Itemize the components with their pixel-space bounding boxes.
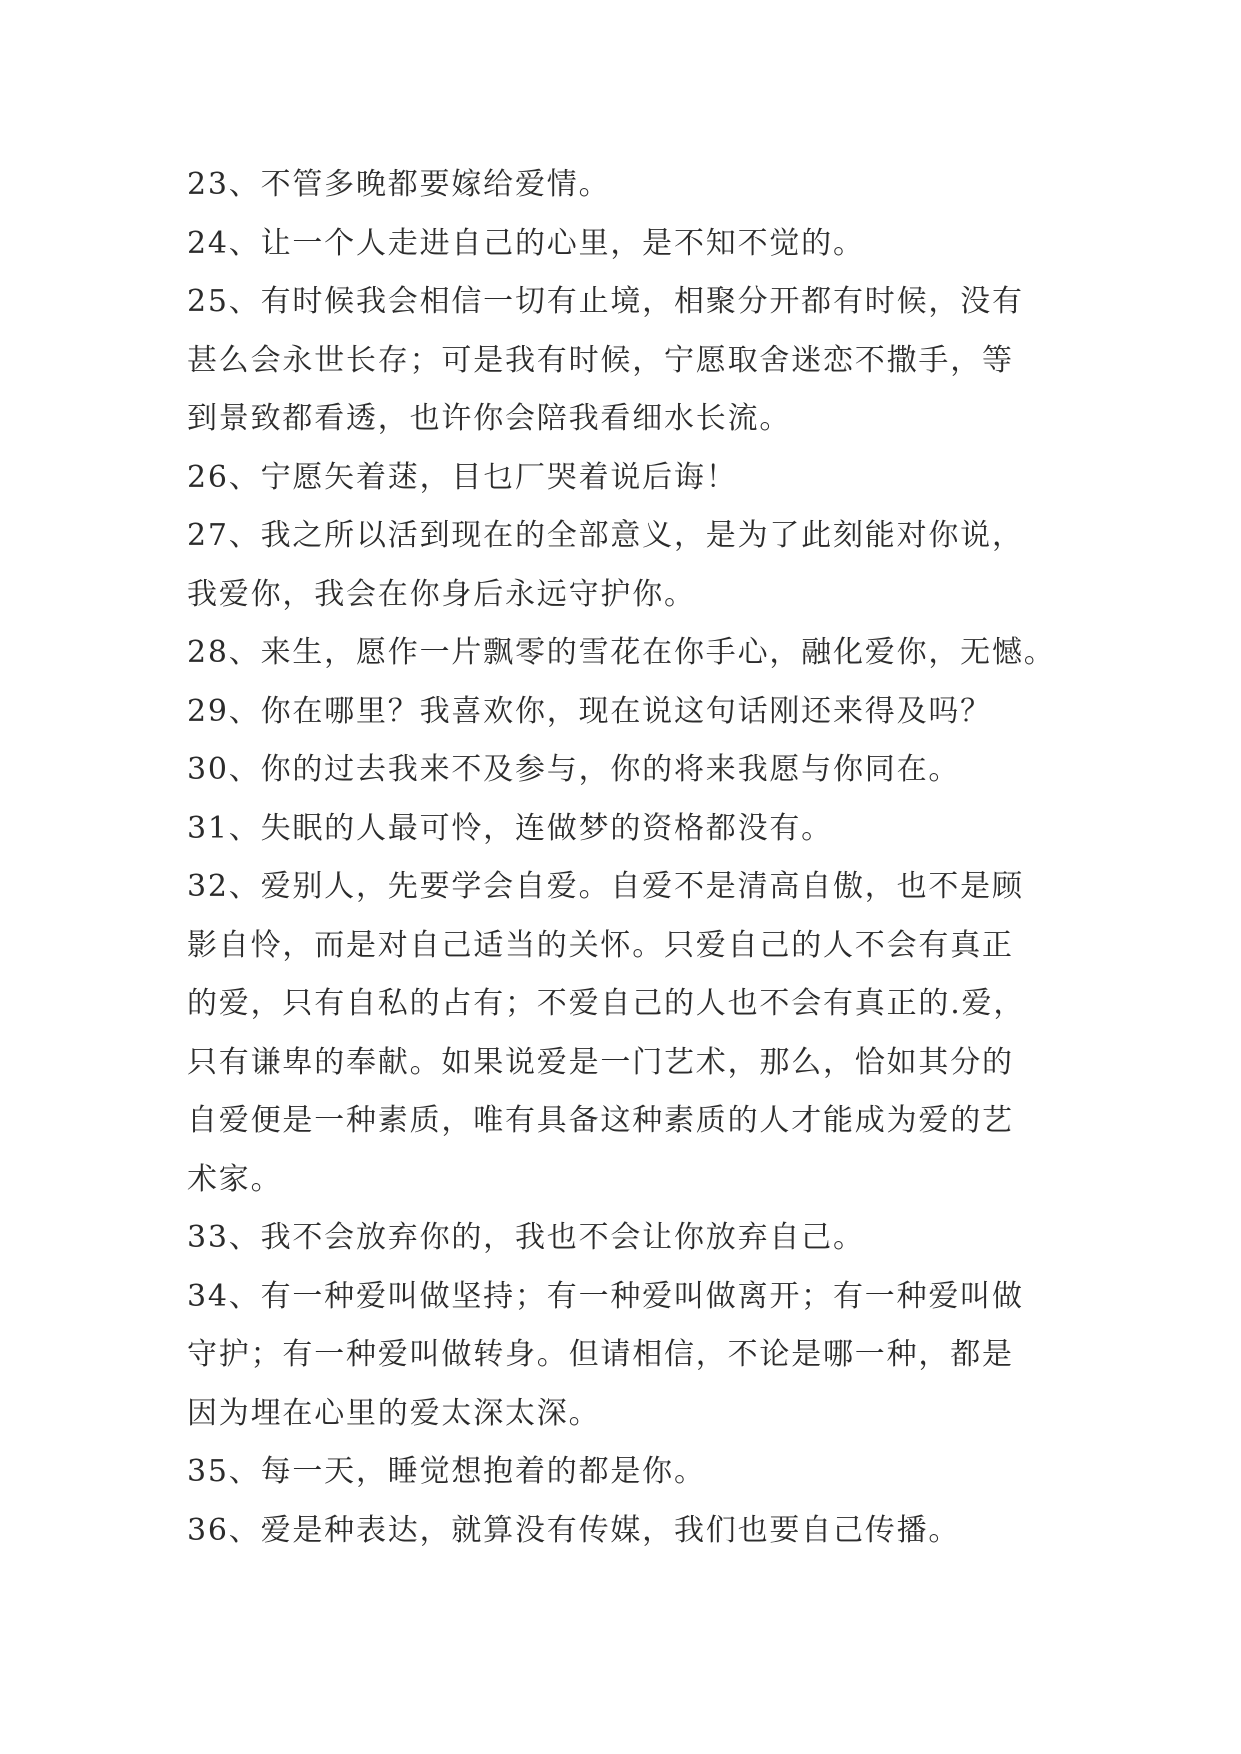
text-line: 27、我之所以活到现在的全部意义，是为了此刻能对你说， (187, 518, 1024, 553)
text-line: 只有谦卑的奉献。如果说爱是一门艺术，那么，恰如其分的 (187, 1044, 1014, 1080)
text-line: 24、让一个人走进自己的心里，是不知不觉的。 (187, 225, 865, 261)
text-line: 术家。 (187, 1161, 283, 1197)
text-line: 36、爱是种表达，就算没有传媒，我们也要自己传播。 (187, 1512, 961, 1548)
text-line: 29、你在哪里？我喜欢你，现在说这句话刚还来得及吗？ (187, 693, 992, 729)
text-line: 30、你的过去我来不及参与，你的将来我愿与你同在。 (187, 752, 961, 787)
text-line: 31、失眠的人最可怜，连做梦的资格都没有。 (187, 810, 833, 846)
text-line: 我爱你，我会在你身后永远守护你。 (187, 576, 696, 612)
document-body (187, 156, 1067, 1560)
text-line: 到景致都看透，也许你会陪我看细水长流。 (187, 401, 792, 436)
text-line: 自爱便是一种素质，唯有具备这种素质的人才能成为爱的艺 (187, 1103, 1014, 1138)
text-line: 23、不管多晚都要嫁给爱情。 (187, 167, 611, 202)
text-line: 的爱，只有自私的占有；不爱自己的人也不会有真正的.爱， (187, 986, 1026, 1021)
text-line: 33、我不会放弃你的，我也不会让你放弃自己。 (187, 1220, 865, 1255)
text-line: 35、每一天，睡觉想抱着的都是你。 (187, 1454, 706, 1489)
text-line: 因为埋在心里的爱太深太深。 (187, 1395, 601, 1431)
text-line: 34、有一种爱叫做坚持；有一种爱叫做离开；有一种爱叫做 (187, 1278, 1024, 1314)
text-line: 甚么会永世长存；可是我有时候，宁愿取舍迷恋不撒手，等 (187, 342, 1014, 378)
text-line: 影自怜，而是对自己适当的关怀。只爱自己的人不会有真正 (187, 927, 1014, 963)
text-line: 26、宁愿矢着蒁，目乜厂哭着说后诲！ (187, 459, 738, 495)
text-line: 32、爱别人，先要学会自爱。自爱不是清高自傲，也不是顾 (187, 869, 1024, 904)
text-line: 守护；有一种爱叫做转身。但请相信，不论是哪一种，都是 (187, 1337, 1014, 1372)
text-line: 25、有时候我会相信一切有止境，相聚分开都有时候，没有 (187, 284, 1024, 319)
text-line: 28、来生，愿作一片飘零的雪花在你手心，融化爱你，无憾。 (187, 635, 1056, 670)
